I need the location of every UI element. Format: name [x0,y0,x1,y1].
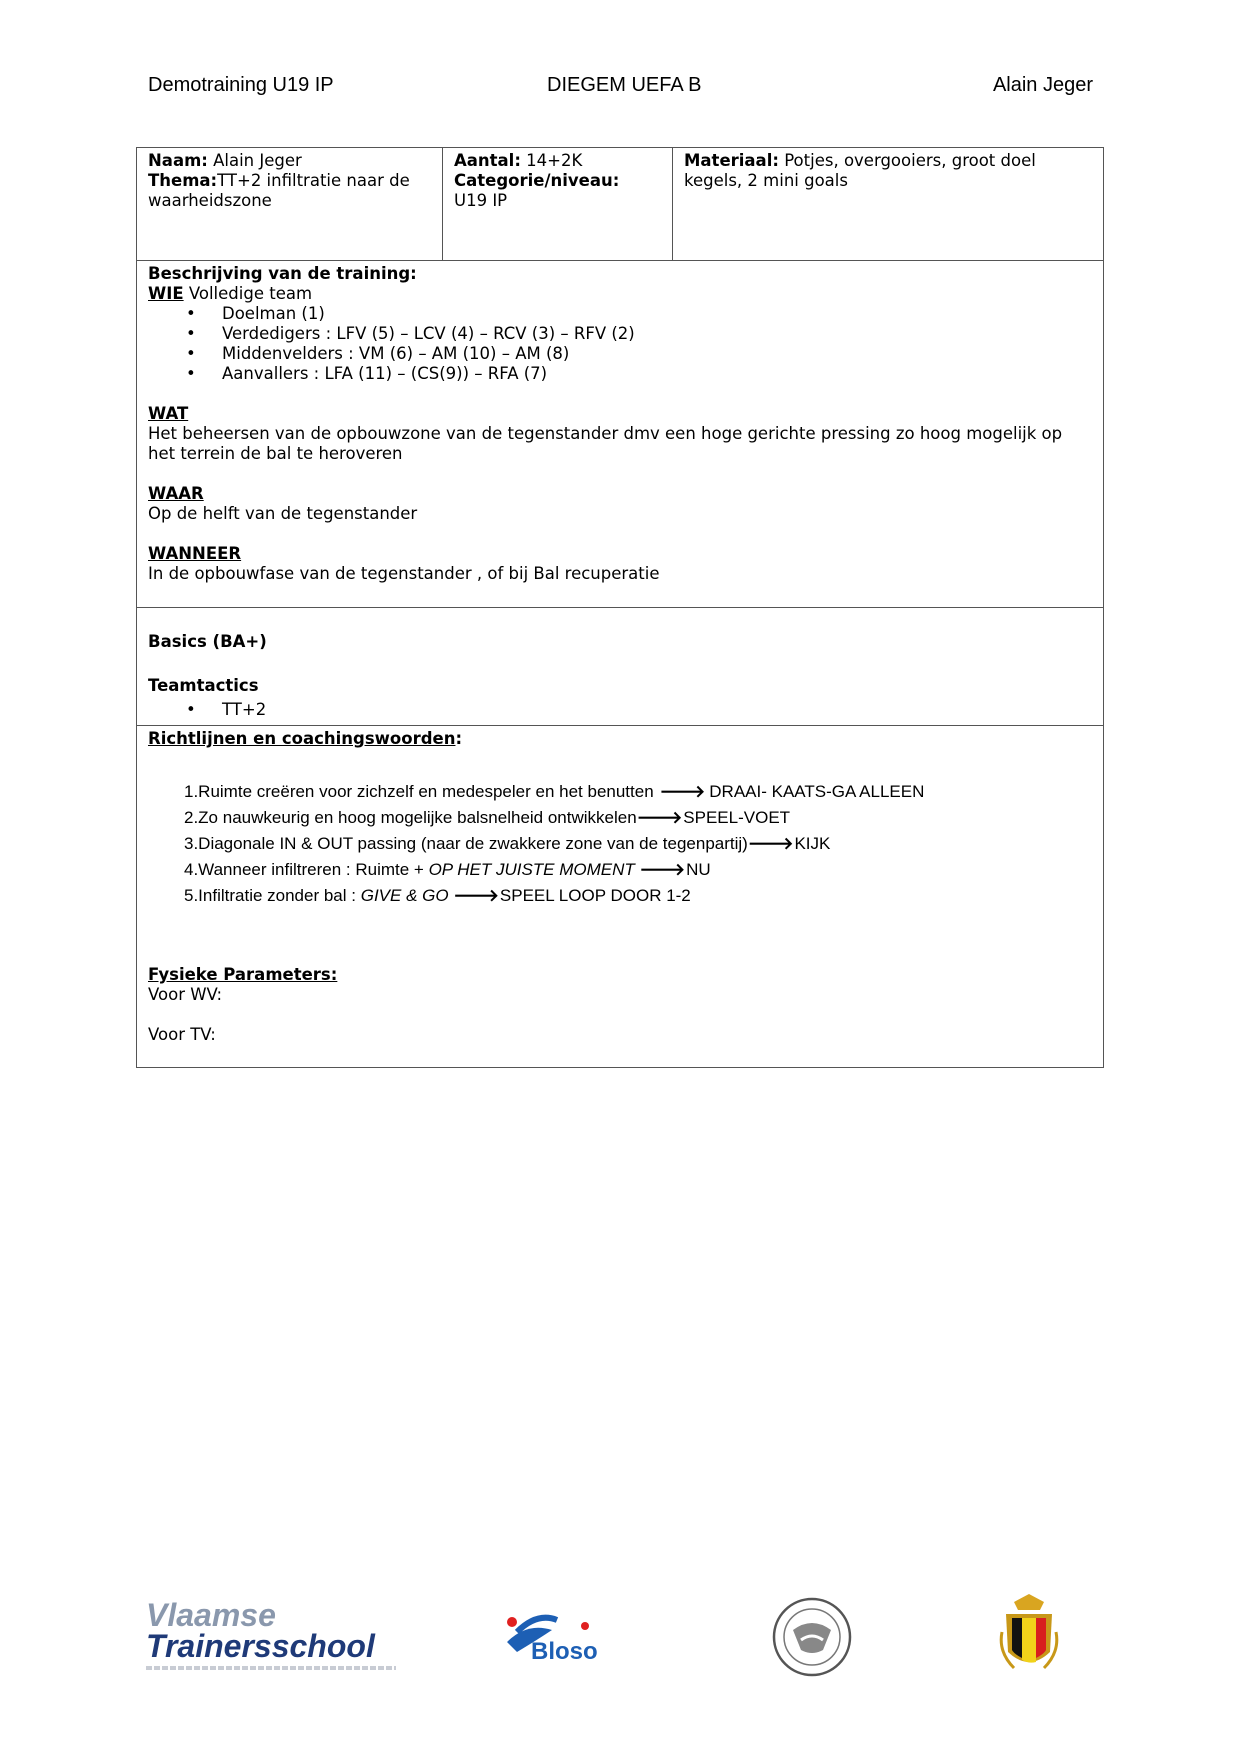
belgian-fa-crest [994,1592,1064,1686]
list-item [184,857,1092,883]
teamtactics-list [148,700,1092,720]
categorie-label: Categorie/niveau: [454,171,620,190]
categorie-value: U19 IP [454,191,508,210]
coaching-list [148,779,1092,909]
beschrijving-title: Beschrijving van de training: [148,264,417,283]
item-text: 4.Wanneer infiltreren : Ruimte + [184,860,429,879]
basics-section [137,608,1103,726]
item-italic: GIVE & GO [360,886,449,905]
basics-title: Basics (BA+) [148,632,267,651]
seal-icon [771,1596,853,1678]
vts-line2: Trainersschool [146,1628,375,1664]
voor-tv: Voor TV: [148,1025,216,1044]
richtlijnen-section [137,726,1103,1067]
aantal-label: Aantal: [454,151,521,170]
arrow-right-icon: 🡒 [639,860,686,879]
list-item [184,883,1092,909]
aantal-value: 14+2K [520,151,583,170]
wie-label: WIE [148,284,184,303]
item-italic: OP HET JUISTE MOMENT [428,860,635,879]
item-keyword: DRAAI- KAATS-GA ALLEEN [709,782,925,801]
arrow-right-icon: 🡒 [636,808,683,827]
aantal-categorie-cell [443,148,673,260]
seal-logo [771,1596,853,1682]
waar-label: WAAR [148,484,204,503]
item-keyword: SPEEL-VOET [683,808,791,827]
info-row [137,148,1103,261]
header-left: Demotraining U19 IP [148,74,334,96]
list-item [184,805,1092,831]
item-keyword: SPEEL LOOP DOOR 1-2 [499,886,691,905]
beschrijving-section [137,261,1103,608]
naam-label: Naam: [148,151,208,170]
thema-value: TT+2 infiltratie naar de waarheidszone [148,171,410,210]
item-text: 1.Ruimte creëren voor zichzelf en medespeler en het benutten [184,782,654,801]
richtlijnen-title: Richtlijnen en coachingswoorden [148,729,456,748]
wie-list [148,304,1092,384]
arrow-right-icon: 🡒 [747,834,794,853]
header-right: Alain Jeger [992,74,1093,96]
item-keyword: NU [686,860,711,879]
arrow-right-icon: 🡒 [453,886,499,905]
bloso-text: Bloso [531,1638,598,1665]
voor-wv: Voor WV: [148,985,223,1004]
list-item: • TT+2 [148,700,1092,720]
list-item: • Middenvelders : VM (6) – AM (10) – AM (8) [148,344,1092,364]
wat-text: Het beheersen van de opbouwzone van de tegenstander dmv een hoge gerichte pressing zo hoog mogelijk op het terrein de bal te heroveren [148,424,1063,463]
naam-thema-cell [137,148,443,260]
list-item [184,831,1092,857]
bloso-logo [497,1602,607,1672]
item-text: 5.Infiltratie zonder bal : [184,886,361,905]
materiaal-cell [673,148,1103,260]
vts-line1: Vlaamse [146,1597,276,1633]
vlaamse-trainersschool-logo [146,1597,406,1670]
list-item: • Doelman (1) [148,304,1092,324]
item-text: 3.Diagonale IN & OUT passing (naar de zwakkere zone van de tegenpartij) [184,834,748,853]
naam-value: Alain Jeger [207,151,302,170]
waar-text: Op de helft van de tegenstander [148,504,418,523]
footer-logos [0,1590,1241,1690]
header-center: DIEGEM UEFA B [547,74,702,96]
materiaal-label: Materiaal: [684,151,779,170]
crest-icon [994,1592,1064,1682]
training-sheet-table [136,147,1104,1068]
list-item [184,779,1092,805]
arrow-right-icon: 🡒 [659,782,706,801]
materiaal-value: Potjes, overgooiers, groot doel kegels, 2 mini goals [684,151,1036,190]
wanneer-label: WANNEER [148,544,242,563]
item-keyword: KIJK [794,834,831,853]
list-item: • Verdedigers : LFV (5) – LCV (4) – RCV (3) – RFV (2) [148,324,1092,344]
list-item: • Aanvallers : LFA (11) – (CS(9)) – RFA (7) [148,364,1092,384]
wat-label: WAT [148,404,189,423]
teamtactics-label: Teamtactics [148,676,259,695]
wie-value: Volledige team [183,284,313,303]
richtlijnen-colon: : [455,729,463,748]
item-text: 2.Zo nauwkeurig en hoog mogelijke balsnelheid ontwikkelen [184,808,637,827]
wanneer-text: In de opbouwfase van de tegenstander , of bij Bal recuperatie [148,564,660,583]
thema-label: Thema: [148,171,218,190]
fysieke-title: Fysieke Parameters: [148,965,338,984]
